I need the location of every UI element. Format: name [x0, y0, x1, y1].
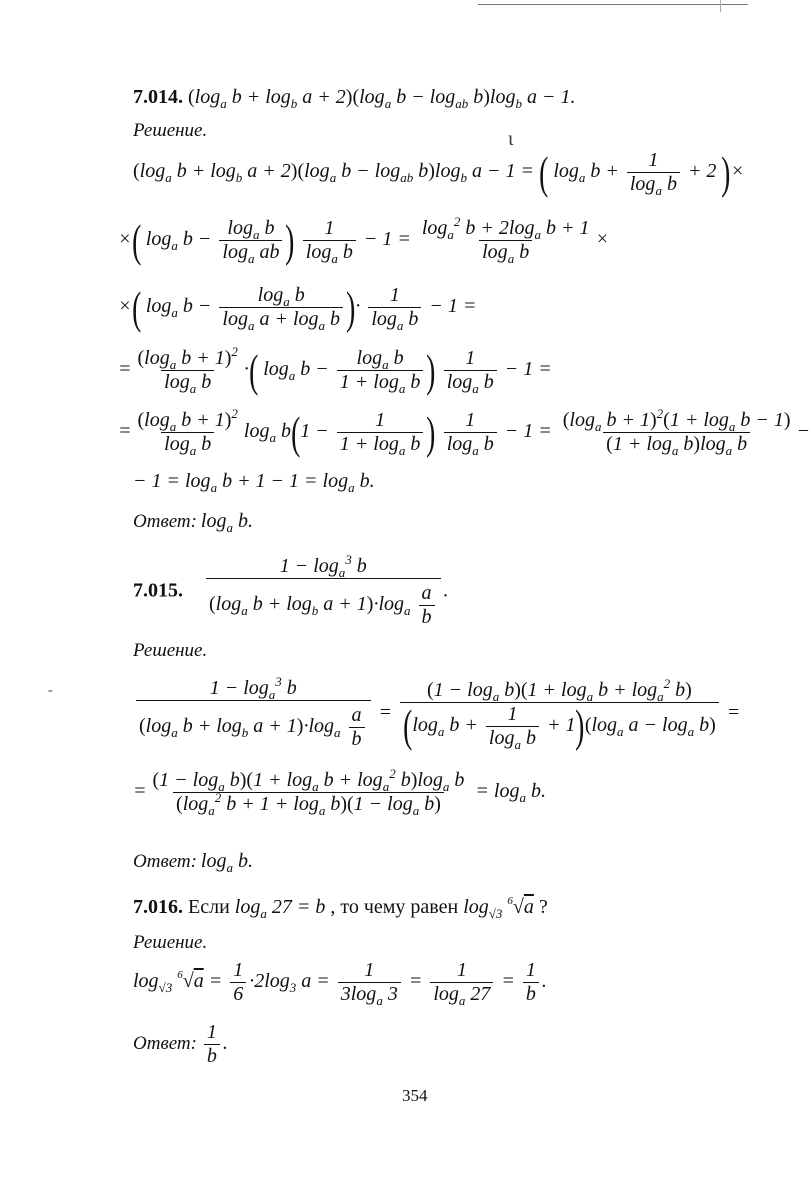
problem-7015-number: 7.015. [133, 579, 183, 602]
page-number: 354 [402, 1086, 428, 1105]
answer-7016 [133, 1022, 228, 1067]
text-then: , то чему равен [330, 896, 459, 918]
problem-7015-statement: 7.015. $1 - \log_a^3 b$ ($\log_a$ $b + \log_b a + 1)\cdot\log_a$ $\frac{a}{b}$ . [133, 552, 449, 628]
solution-7014-line-3: ×( $\log_a b$ − $\frac{\log_a b}{\log_a a + \log_a b}$ )· $\frac{1}{\log_a b}$ − 1 = [118, 281, 477, 333]
solution-7014-line-6: − $1 = \log_a b + 1 - 1 = \log_a b$. [133, 470, 375, 495]
solution-label-7015: Решение. [133, 640, 208, 661]
problem-7014-statement: 7.014. ($\log_a$ $b + \log_b a + 2)(\log_a$ $b - \log_{ab} b)\log_b$ a − 1. [133, 86, 576, 111]
pencil-mark: ι [508, 128, 514, 150]
answer-label-7016: Ответ: [133, 1033, 197, 1055]
problem-7014-number: 7.014. [133, 86, 183, 108]
header-rule [478, 4, 748, 5]
solution-7014-line-4: = $\frac{(\log_a b + 1)^2}{\log_a b}$ ·( $\log_a b$ − $\frac{\log_a b}{1 + \log_a b}$ ) $\frac{1}{\log_a b}$ − 1 = [118, 344, 552, 396]
answer-7014 [133, 510, 253, 533]
solution-7014-line-5: = $\frac{(\log_a b + 1)^2}{\log_a b}$ $\log_a b(1$ − $\frac{1}{1 + \log_a b}$ ) $\frac{1}{\log_a b}$ − 1 = $\frac{(\log_a b + 1)^2(1 + \log_a b - 1)}{(1 + \log_a b)\log_a b}$ − [118, 406, 810, 458]
answer-value-7014: $\log_a b$. [200, 510, 253, 535]
solution-7015-line-2: = $\frac{(1 - \log_a b)(1 + \log_a b + \log_a^2 b)\log_a b}{(\log_a^2 b + 1 + \log_a b)(1 - \log_a b)}$ = $\log_a b$. [133, 766, 546, 818]
answer-label-7015: Ответ: [133, 851, 197, 872]
answer-label-7014: Ответ: [133, 511, 197, 532]
solution-7014-line-1: ($\log_a$ $b + \log_b a + 2)(\log_a$ $b - \log_{ab} b)\log_b$ a − 1 = ( $\log_a b$ + $\frac{1}{\log_a b}$ + 2 )× [133, 146, 745, 198]
stray-mark: - [48, 683, 53, 698]
problem-7016-statement: 7.016. Если $\log_a 27 = b$ , то чему равен $\log_{√3} ^6√a$ ? [133, 895, 548, 921]
solution-7015-line-1: $1 - \log_a^3 b$ ($\log_a$ $b + \log_b a + 1)\cdot\log_a$ $\frac{a}{b}$ = $(1 - \log_a b)(1 + \log_a b + \log_a^2 b)$ ($\log_a$ b + $\frac{1}{\log_a b}$ + $1)(\log_a$ $a - \log_a b$) = [133, 678, 740, 750]
solution-label-7016: Решение. [133, 932, 208, 953]
problem-7016-number: 7.016. [133, 896, 183, 918]
solution-label-7014: Решение. [133, 120, 208, 141]
answer-value-7016: $\frac{1}{b}$ . [201, 1032, 228, 1054]
answer-value-7015: $\log_a b$. [200, 850, 253, 875]
solution-7014-line-2: ×( $\log_a b$ − $\frac{\log_a b}{\log_a ab}$ ) $\frac{1}{\log_a b}$ − 1 = $\frac{\log_a^2 b + 2\log_a b + 1}{\log_a b}$ × [118, 214, 609, 266]
answer-7015 [133, 850, 253, 873]
text-question: ? [538, 896, 548, 918]
header-tick [720, 0, 721, 12]
solution-7016-line-1: $\log_{√3} ^6√a$ = $\frac{1}{6}$ $\cdot 2\log_3$ a = $\frac{1}{3\log_a 3}$ = $\frac{1}{\log_a 27}$ = $\frac{1}{b}$ . [133, 959, 547, 1008]
text-if: Если [188, 896, 230, 918]
